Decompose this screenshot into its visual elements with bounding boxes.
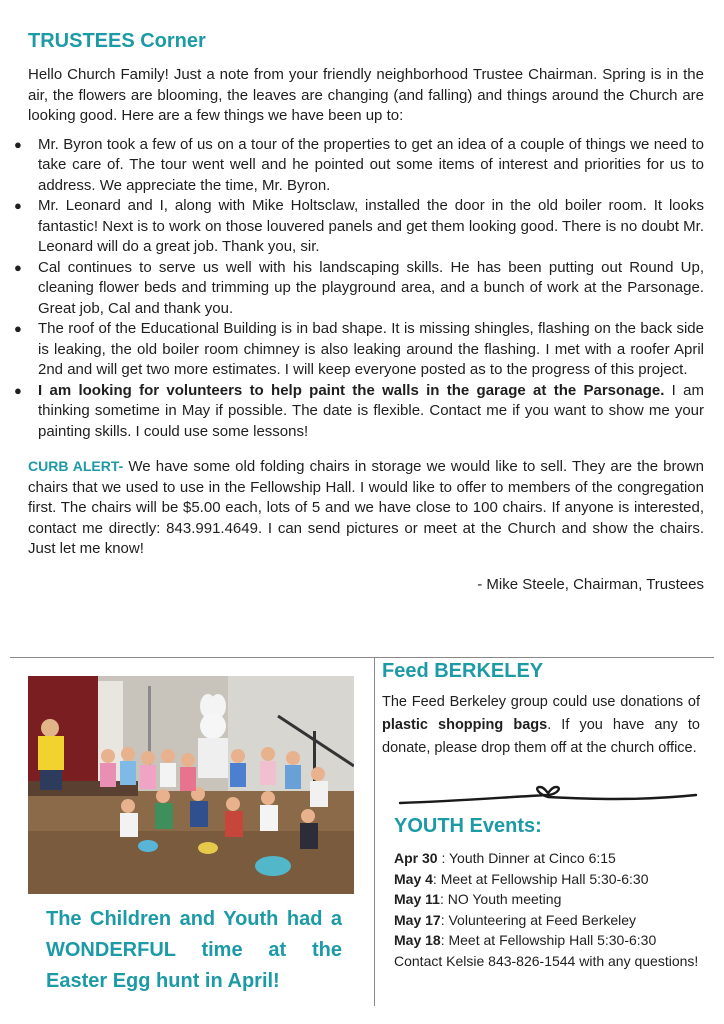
feed-berkeley-title: Feed BERKELEY — [382, 660, 544, 682]
list-item: May 17: Volunteering at Feed Berkeley — [394, 911, 637, 928]
horizontal-divider — [10, 657, 714, 658]
bullet-icon: ● — [14, 321, 22, 336]
heart-divider-icon — [398, 783, 698, 813]
vertical-divider — [374, 658, 375, 1006]
curb-alert-label: CURB ALERT- — [28, 458, 124, 474]
list-item: ● Mr. Leonard and I, along with Mike Holtsclaw, installed the door in the old boiler room. It looks fantastic! Next is to work on those louvered panels and get them looking good. There is no doubt Mr. Leonard will do a great job. Thank you, sir. — [14, 197, 704, 255]
trustees-intro: Hello Church Family! Just a note from your friendly neighborhood Trustee Chairman. Spring is in the air, the flowers are blooming, the leaves are changing (and falling) and things around the Church are looking good. Here are a few things we have been up to: — [28, 66, 704, 124]
youth-events-section — [394, 815, 712, 972]
trustees-title: TRUSTEES Corner — [28, 30, 206, 52]
feed-berkeley-text: The Feed Berkeley group could use donations of plastic shopping bags. If you have any to donate, please drop them off at the church office. — [382, 694, 700, 756]
list-item: May 11: NO Youth meeting — [394, 891, 562, 907]
photo-illustration — [28, 676, 354, 894]
list-item: May 4: Meet at Fellowship Hall 5:30-6:30 — [394, 870, 649, 887]
trustees-section — [14, 30, 704, 595]
signature: - Mike Steele, Chairman, Trustees — [477, 575, 704, 593]
bullet-icon: ● — [14, 136, 22, 152]
photo-caption: The Children and Youth had a WONDERFUL time at the Easter Egg hunt in April! — [46, 908, 342, 992]
curb-alert: CURB ALERT- We have some old folding chairs in storage we would like to sell. They are the brown chairs that we used to use in the Fellowship Hall. I would like to offer to members of the congregation first. The chairs will be $5.00 each, lots of 5 and we have close to 100 chairs. If anyone is interested, contact me directly: 843.991.4649. I can send pictures or meet at the Church and show the chairs. Just let me know! — [28, 458, 704, 557]
bullet-icon: ● — [14, 198, 22, 213]
youth-contact: Contact Kelsie 843-826-1544 with any questions! — [394, 952, 699, 969]
list-item: May 18: Meet at Fellowship Hall 5:30-6:30 — [394, 932, 657, 948]
trustees-bullet-list — [10, 135, 704, 443]
list-item: Apr 30 : Youth Dinner at Cinco 6:15 — [394, 850, 616, 866]
bullet-icon: ● — [14, 259, 22, 275]
bullet-icon: ● — [14, 382, 22, 398]
list-item: ● The roof of the Educational Building is in bad shape. It is missing shingles, flashing on the back side is leaking, the old boiler room chimney is also leaking around the flashing. I met with a roofer April 2nd and will get two more estimates. I will keep everyone posted as to the progress of this project. — [14, 320, 704, 378]
youth-events-title: YOUTH Events: — [394, 815, 542, 837]
easter-egg-hunt-photo — [28, 676, 354, 894]
volunteer-callout: I am looking for volunteers to help paint the walls in the garage at the Parsonage. — [38, 381, 665, 399]
list-item: ● I am looking for volunteers to help paint the walls in the garage at the Parsonage. I am thinking sometime in May if possible. The date is flexible. Contact me if you want to show me your painting skills. I could use some lessons! — [14, 381, 704, 440]
list-item: ● Mr. Byron took a few of us on a tour of the properties to get an idea of a couple of things we need to take care of. The tour went well and he pointed out some items of interest and priorities for us to address. We appreciate the time, Mr. Byron. — [14, 135, 704, 194]
feed-berkeley-section — [382, 660, 700, 760]
list-item: ● Cal continues to serve us well with his landscaping skills. He has been putting out Round Up, cleaning flower beds and trimming up the playground area, and a bunch of work at the Parsonage. Great job, Cal and thank you. — [14, 258, 704, 317]
